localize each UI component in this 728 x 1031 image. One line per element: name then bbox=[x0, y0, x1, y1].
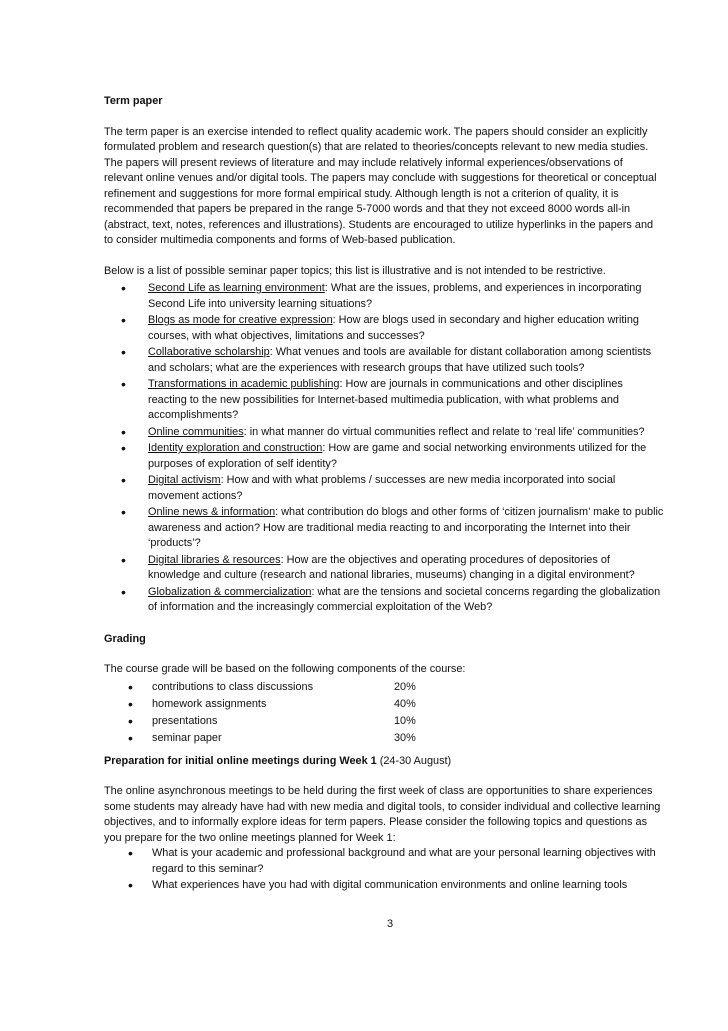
bullet-icon: • bbox=[121, 376, 126, 392]
topic-list bbox=[104, 281, 664, 616]
topic-item bbox=[104, 553, 664, 584]
topic-item bbox=[104, 505, 664, 552]
bullet-icon: • bbox=[128, 877, 133, 893]
topic-title: Collaborative scholarship bbox=[148, 346, 270, 358]
grading-heading: Grading bbox=[104, 632, 146, 645]
topic-title: Online news & information bbox=[148, 506, 276, 518]
bullet-icon: • bbox=[128, 712, 133, 729]
bullet-icon: • bbox=[121, 280, 126, 296]
bullet-icon: • bbox=[128, 678, 133, 695]
grading-percent: 20% bbox=[394, 680, 416, 693]
question-item bbox=[104, 878, 664, 894]
topic-item bbox=[104, 425, 664, 441]
topic-title: Blogs as mode for creative expression bbox=[148, 314, 333, 326]
preparation-heading-title: Preparation for initial online meetings during Week 1 bbox=[104, 754, 377, 767]
grading-label: homework assignments bbox=[152, 697, 267, 710]
preparation-body: The online asynchronous meetings to be held during the first week of class are opportunities to share experiences some students may already have had with new media and digital tools, to consider individual and collective learning objectives, and to informally explore ideas for term papers. Please consider the following topics and questions as you prepare for the two online meetings planned for Week 1: bbox=[104, 785, 661, 844]
topic-item bbox=[104, 473, 664, 504]
bullet-icon: • bbox=[128, 845, 133, 861]
bullet-icon: • bbox=[121, 504, 126, 520]
topic-text: : How are game and social networking environments utilized for the purposes of exploration of self identity? bbox=[148, 442, 647, 470]
grading-percent: 30% bbox=[394, 731, 416, 744]
bullet-icon: • bbox=[121, 583, 126, 600]
topics-intro: Below is a list of possible seminar paper topics; this list is illustrative and is not intended to be restrictive. bbox=[104, 264, 606, 277]
topic-text: : How and with what problems / successes are new media incorporated into social movement actions? bbox=[148, 474, 616, 502]
topic-text: : How are blogs used in secondary and higher education writing courses, with what objectives, limitations and successes? bbox=[148, 314, 639, 342]
page-number: 3 bbox=[386, 918, 394, 930]
topic-title: Second Life as learning environment bbox=[148, 282, 325, 294]
grading-components bbox=[104, 680, 664, 748]
bullet-icon: • bbox=[121, 312, 126, 328]
grading-percent: 10% bbox=[394, 714, 416, 727]
grading-label: contributions to class discussions bbox=[152, 680, 314, 693]
topic-title: Transformations in academic publishing bbox=[148, 378, 340, 390]
page-content bbox=[104, 94, 664, 895]
topic-item bbox=[104, 585, 664, 616]
grading-label: presentations bbox=[152, 714, 218, 727]
question-text: What is your academic and professional background and what are your personal learning objectives with regard to this seminar? bbox=[152, 847, 656, 875]
topic-title: Digital libraries & resources bbox=[148, 553, 281, 566]
bullet-icon: • bbox=[121, 440, 126, 456]
topic-item bbox=[104, 313, 664, 344]
topic-text: : what are the tensions and societal concerns regarding the globalization of information and the increasingly commercial exploitation of the Web? bbox=[148, 585, 661, 613]
question-item bbox=[104, 846, 664, 877]
grading-percent: 40% bbox=[394, 697, 416, 710]
grading-row bbox=[104, 714, 664, 731]
topic-item bbox=[104, 281, 664, 312]
topic-text: : what contribution do blogs and other forms of ‘citizen journalism’ make to public awareness and action? How are traditional media reacting to and incorporating the Internet into their ‘products’? bbox=[148, 506, 664, 549]
term-paper-body: The term paper is an exercise intended to reflect quality academic work. The papers should consider an explicitly formulated problem and research question(s) that are related to theories/concepts relevant to new media studies. The papers will present reviews of literature and may include relatively informal experiences/observations of relevant online venues and/or digital tools. The papers may conclude with suggestions for theoretical or conceptual refinement and suggestions for more formal empirical study. Although length is not a criterion of quality, it is recommended that papers be prepared in the range 5-7000 words and that they not exceed 8000 words all-in (abstract, text, notes, references and illustrations). Students are encouraged to utilize hyperlinks in the papers and to consider multimedia components and forms of Web-based publication. bbox=[104, 125, 657, 246]
grading-label: seminar paper bbox=[152, 731, 222, 744]
topic-item bbox=[104, 345, 664, 376]
preparation-questions bbox=[104, 846, 664, 894]
grading-row bbox=[104, 680, 664, 697]
grading-intro: The course grade will be based on the following components of the course: bbox=[104, 663, 466, 675]
topic-text: : in what manner do virtual communities reflect and relate to ‘real life’ communities? bbox=[243, 425, 645, 438]
term-paper-heading: Term paper bbox=[104, 95, 163, 107]
bullet-icon: • bbox=[121, 551, 126, 568]
topic-title: Identity exploration and construction bbox=[148, 442, 323, 454]
topic-title: Globalization & commercialization bbox=[148, 585, 312, 598]
preparation-heading-dates: (24-30 August) bbox=[376, 754, 452, 767]
bullet-icon: • bbox=[121, 472, 126, 488]
topic-item bbox=[104, 377, 664, 424]
topic-title: Digital activism bbox=[148, 474, 221, 486]
topic-item bbox=[104, 441, 664, 472]
bullet-icon: • bbox=[121, 344, 126, 360]
preparation-heading bbox=[104, 754, 664, 770]
bullet-icon: • bbox=[121, 423, 126, 440]
question-text: What experiences have you had with digital communication environments and online learning tools bbox=[152, 879, 628, 891]
bullet-icon: • bbox=[128, 695, 133, 712]
bullet-icon: • bbox=[128, 729, 133, 746]
topic-text: : How are the objectives and operating procedures of depositories of knowledge and culture (research and national libraries, museums) changing in a digital environment? bbox=[148, 553, 635, 581]
grading-row bbox=[104, 697, 664, 714]
topic-text: : How are journals in communications and other disciplines reacting to the new possibilities for Internet-based multimedia publication, with what problems and accomplishments? bbox=[148, 378, 623, 421]
topic-text: : What are the issues, problems, and experiences in incorporating Second Life into university learning situations? bbox=[148, 282, 642, 310]
topic-title: Online communities bbox=[148, 425, 244, 438]
topic-text: : What venues and tools are available for distant collaboration among scientists and scholars; what are the experiences with research groups that have utilized such tools? bbox=[148, 346, 652, 374]
grading-row bbox=[104, 731, 664, 748]
